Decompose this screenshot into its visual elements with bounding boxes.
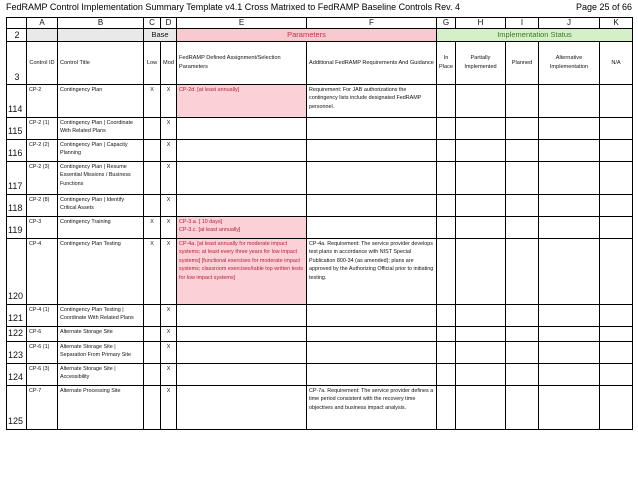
table-row: [7, 162, 633, 195]
group-parameters[interactable]: Parameters: [177, 29, 437, 42]
control-id-cell[interactable]: CP-4: [27, 239, 58, 305]
na-cell[interactable]: [600, 305, 633, 327]
header-defined-parameters[interactable]: FedRAMP Defined Assignment/Selection Parameters: [177, 42, 307, 85]
column-letter[interactable]: H: [456, 18, 506, 29]
mod-cell[interactable]: X: [161, 363, 177, 385]
guidance-cell[interactable]: [307, 140, 437, 162]
control-id-cell[interactable]: CP-2 (1): [27, 118, 58, 140]
control-id-cell[interactable]: CP-6: [27, 327, 58, 342]
mod-cell[interactable]: X: [161, 162, 177, 195]
planned-cell[interactable]: [506, 195, 539, 217]
planned-cell[interactable]: [506, 162, 539, 195]
control-id-cell[interactable]: CP-6 (1): [27, 341, 58, 363]
blank-cell[interactable]: [27, 29, 58, 42]
row-number[interactable]: 122: [7, 327, 27, 342]
partially-implemented-cell[interactable]: [456, 195, 506, 217]
header-additional-requirements[interactable]: Additional FedRAMP Requirements And Guidance: [307, 42, 437, 85]
row-number[interactable]: 115: [7, 118, 27, 140]
partially-implemented-cell[interactable]: [456, 217, 506, 239]
control-title-cell[interactable]: Contingency Plan: [58, 85, 144, 118]
alternative-implementation-cell[interactable]: [539, 327, 600, 342]
planned-cell[interactable]: [506, 118, 539, 140]
guidance-cell[interactable]: [307, 162, 437, 195]
table-row: [7, 385, 633, 429]
low-cell[interactable]: [144, 140, 161, 162]
control-id-cell[interactable]: CP-7: [27, 385, 58, 429]
in-place-cell[interactable]: [437, 140, 456, 162]
alternative-implementation-cell[interactable]: [539, 217, 600, 239]
row-number[interactable]: 2: [7, 29, 27, 42]
mod-cell[interactable]: X: [161, 85, 177, 118]
control-title-cell[interactable]: Contingency Plan | Coordinate With Related Plans: [58, 118, 144, 140]
planned-cell[interactable]: [506, 327, 539, 342]
partially-implemented-cell[interactable]: [456, 385, 506, 429]
row-number[interactable]: 124: [7, 363, 27, 385]
parameter-cell[interactable]: CP-4a. [at least annually for moderate impact systems; at least every three years for low impact systems] [functional exercises for moderate impact systems; classroom exercises/table top written tests for low impact systems]: [177, 239, 307, 305]
in-place-cell[interactable]: [437, 195, 456, 217]
parameter-cell[interactable]: [177, 363, 307, 385]
na-cell[interactable]: [600, 140, 633, 162]
alternative-implementation-cell[interactable]: [539, 341, 600, 363]
control-id-cell[interactable]: CP-6 (3): [27, 363, 58, 385]
parameter-cell[interactable]: [177, 341, 307, 363]
header-control-id[interactable]: Control ID: [27, 42, 58, 85]
in-place-cell[interactable]: [437, 239, 456, 305]
na-cell[interactable]: [600, 85, 633, 118]
control-title-cell[interactable]: Alternate Storage Site: [58, 327, 144, 342]
header-control-title[interactable]: Control Title: [58, 42, 144, 85]
na-cell[interactable]: [600, 118, 633, 140]
mod-cell[interactable]: X: [161, 195, 177, 217]
control-id-cell[interactable]: CP-2 (8): [27, 195, 58, 217]
header-planned[interactable]: Planned: [506, 42, 539, 85]
planned-cell[interactable]: [506, 363, 539, 385]
na-cell[interactable]: [600, 239, 633, 305]
in-place-cell[interactable]: [437, 162, 456, 195]
partially-implemented-cell[interactable]: [456, 341, 506, 363]
mod-cell[interactable]: X: [161, 305, 177, 327]
column-header-row: [7, 42, 633, 85]
parameter-cell[interactable]: [177, 385, 307, 429]
row-number[interactable]: 125: [7, 385, 27, 429]
low-cell[interactable]: [144, 118, 161, 140]
guidance-cell[interactable]: CP-4a. Requirement: The service provider develops test plans in accordance with NIST Special Publication 800-34 (as amended); plans are approved by the Authorizing Official prior to initiating testing.: [307, 239, 437, 305]
blank-cell[interactable]: [58, 29, 144, 42]
planned-cell[interactable]: [506, 305, 539, 327]
parameter-cell[interactable]: CP-2d. [at least annually]: [177, 85, 307, 118]
row-number[interactable]: 3: [7, 42, 27, 85]
guidance-cell[interactable]: [307, 118, 437, 140]
control-title-cell[interactable]: Alternate Storage Site | Separation From Primary Site: [58, 341, 144, 363]
control-title-cell[interactable]: Contingency Plan | Resume Essential Missions / Business Functions: [58, 162, 144, 195]
column-letter[interactable]: I: [506, 18, 539, 29]
partially-implemented-cell[interactable]: [456, 140, 506, 162]
control-id-cell[interactable]: CP-4 (1): [27, 305, 58, 327]
na-cell[interactable]: [600, 162, 633, 195]
low-cell[interactable]: [144, 341, 161, 363]
partially-implemented-cell[interactable]: [456, 118, 506, 140]
in-place-cell[interactable]: [437, 341, 456, 363]
table-row: [7, 363, 633, 385]
alternative-implementation-cell[interactable]: [539, 162, 600, 195]
mod-cell[interactable]: X: [161, 140, 177, 162]
guidance-cell[interactable]: [307, 195, 437, 217]
in-place-cell[interactable]: [437, 305, 456, 327]
row-number[interactable]: 120: [7, 239, 27, 305]
planned-cell[interactable]: [506, 239, 539, 305]
in-place-cell[interactable]: [437, 85, 456, 118]
partially-implemented-cell[interactable]: [456, 327, 506, 342]
header-in-place[interactable]: In Place: [437, 42, 456, 85]
column-letter[interactable]: D: [161, 18, 177, 29]
column-letter[interactable]: F: [307, 18, 437, 29]
alternative-implementation-cell[interactable]: [539, 363, 600, 385]
row-number[interactable]: 119: [7, 217, 27, 239]
corner-cell[interactable]: [7, 18, 27, 29]
guidance-cell[interactable]: [307, 327, 437, 342]
mod-cell[interactable]: X: [161, 385, 177, 429]
parameter-cell[interactable]: [177, 118, 307, 140]
in-place-cell[interactable]: [437, 327, 456, 342]
control-id-cell[interactable]: CP-2 (2): [27, 140, 58, 162]
table-row: [7, 305, 633, 327]
mod-cell[interactable]: X: [161, 327, 177, 342]
table-row: [7, 118, 633, 140]
page-header: [6, 2, 632, 16]
parameter-cell[interactable]: [177, 162, 307, 195]
guidance-cell[interactable]: [307, 363, 437, 385]
alternative-implementation-cell[interactable]: [539, 118, 600, 140]
alternative-implementation-cell[interactable]: [539, 195, 600, 217]
control-title-cell[interactable]: Contingency Plan | Identify Critical Assets: [58, 195, 144, 217]
na-cell[interactable]: [600, 385, 633, 429]
control-summary-table: [6, 17, 633, 430]
planned-cell[interactable]: [506, 140, 539, 162]
control-id-cell[interactable]: CP-2 (3): [27, 162, 58, 195]
group-base[interactable]: Base: [144, 29, 177, 42]
alternative-implementation-cell[interactable]: [539, 140, 600, 162]
guidance-cell[interactable]: [307, 341, 437, 363]
group-header-row: [7, 29, 633, 42]
column-letter[interactable]: J: [539, 18, 600, 29]
control-title-cell[interactable]: Alternate Storage Site | Accessibility: [58, 363, 144, 385]
mod-cell[interactable]: X: [161, 341, 177, 363]
control-title-cell[interactable]: Alternate Processing Site: [58, 385, 144, 429]
table-row: [7, 140, 633, 162]
table-row: [7, 327, 633, 342]
low-cell[interactable]: [144, 385, 161, 429]
guidance-cell[interactable]: CP-7a. Requirement: The service provider defines a time period consistent with the recovery time objectives and business impact analysis.: [307, 385, 437, 429]
parameter-cell[interactable]: [177, 305, 307, 327]
partially-implemented-cell[interactable]: [456, 162, 506, 195]
alternative-implementation-cell[interactable]: [539, 85, 600, 118]
partially-implemented-cell[interactable]: [456, 363, 506, 385]
document-title: FedRAMP Control Implementation Summary Template v4.1 Cross Matrixed to FedRAMP Baseline Controls Rev. 4: [6, 2, 461, 12]
table-row: [7, 239, 633, 305]
parameter-cell[interactable]: [177, 327, 307, 342]
control-title-cell[interactable]: Contingency Plan | Capacity Planning: [58, 140, 144, 162]
column-letter[interactable]: A: [27, 18, 58, 29]
table-row: [7, 195, 633, 217]
partially-implemented-cell[interactable]: [456, 239, 506, 305]
row-number[interactable]: 116: [7, 140, 27, 162]
header-alternative-implementation[interactable]: Alternative Implementation: [539, 42, 600, 85]
header-low[interactable]: Low: [144, 42, 161, 85]
low-cell[interactable]: X: [144, 85, 161, 118]
row-number[interactable]: 114: [7, 85, 27, 118]
guidance-cell[interactable]: [307, 305, 437, 327]
mod-cell[interactable]: X: [161, 217, 177, 239]
group-implementation-status[interactable]: Implementation Status: [437, 29, 633, 42]
na-cell[interactable]: [600, 327, 633, 342]
low-cell[interactable]: [144, 305, 161, 327]
in-place-cell[interactable]: [437, 118, 456, 140]
in-place-cell[interactable]: [437, 217, 456, 239]
control-title-cell[interactable]: Contingency Training: [58, 217, 144, 239]
table-row: [7, 217, 633, 239]
parameter-cell[interactable]: CP-3.a. [ 10 days] CP-3.c. [at least annually]: [177, 217, 307, 239]
header-mod[interactable]: Mod: [161, 42, 177, 85]
planned-cell[interactable]: [506, 85, 539, 118]
row-number[interactable]: 118: [7, 195, 27, 217]
column-letter[interactable]: G: [437, 18, 456, 29]
planned-cell[interactable]: [506, 385, 539, 429]
alternative-implementation-cell[interactable]: [539, 305, 600, 327]
na-cell[interactable]: [600, 363, 633, 385]
low-cell[interactable]: X: [144, 217, 161, 239]
table-row: [7, 85, 633, 118]
row-number[interactable]: 121: [7, 305, 27, 327]
low-cell[interactable]: [144, 162, 161, 195]
planned-cell[interactable]: [506, 341, 539, 363]
low-cell[interactable]: X: [144, 239, 161, 305]
planned-cell[interactable]: [506, 217, 539, 239]
in-place-cell[interactable]: [437, 385, 456, 429]
column-letter[interactable]: B: [58, 18, 144, 29]
parameter-cell[interactable]: [177, 195, 307, 217]
control-title-cell[interactable]: Contingency Plan Testing: [58, 239, 144, 305]
column-letter[interactable]: E: [177, 18, 307, 29]
partially-implemented-cell[interactable]: [456, 85, 506, 118]
guidance-cell[interactable]: [307, 217, 437, 239]
column-letter[interactable]: C: [144, 18, 161, 29]
in-place-cell[interactable]: [437, 363, 456, 385]
na-cell[interactable]: [600, 217, 633, 239]
guidance-cell[interactable]: Requirement: For JAB authorizations the contingency lists include designated FedRAMP personnel.: [307, 85, 437, 118]
alternative-implementation-cell[interactable]: [539, 385, 600, 429]
control-id-cell[interactable]: CP-2: [27, 85, 58, 118]
page-number: Page 25 of 66: [575, 2, 632, 12]
header-partially-implemented[interactable]: Partially Implemented: [456, 42, 506, 85]
control-id-cell[interactable]: CP-3: [27, 217, 58, 239]
row-number[interactable]: 123: [7, 341, 27, 363]
mod-cell[interactable]: X: [161, 239, 177, 305]
row-number[interactable]: 117: [7, 162, 27, 195]
low-cell[interactable]: [144, 363, 161, 385]
alternative-implementation-cell[interactable]: [539, 239, 600, 305]
low-cell[interactable]: [144, 327, 161, 342]
column-letters-row: [7, 18, 633, 29]
mod-cell[interactable]: X: [161, 118, 177, 140]
low-cell[interactable]: [144, 195, 161, 217]
na-cell[interactable]: [600, 341, 633, 363]
partially-implemented-cell[interactable]: [456, 305, 506, 327]
table-row: [7, 341, 633, 363]
na-cell[interactable]: [600, 195, 633, 217]
parameter-cell[interactable]: [177, 140, 307, 162]
control-title-cell[interactable]: Contingency Plan Testing | Coordinate With Related Plans: [58, 305, 144, 327]
header-na[interactable]: N/A: [600, 42, 633, 85]
column-letter[interactable]: K: [600, 18, 633, 29]
